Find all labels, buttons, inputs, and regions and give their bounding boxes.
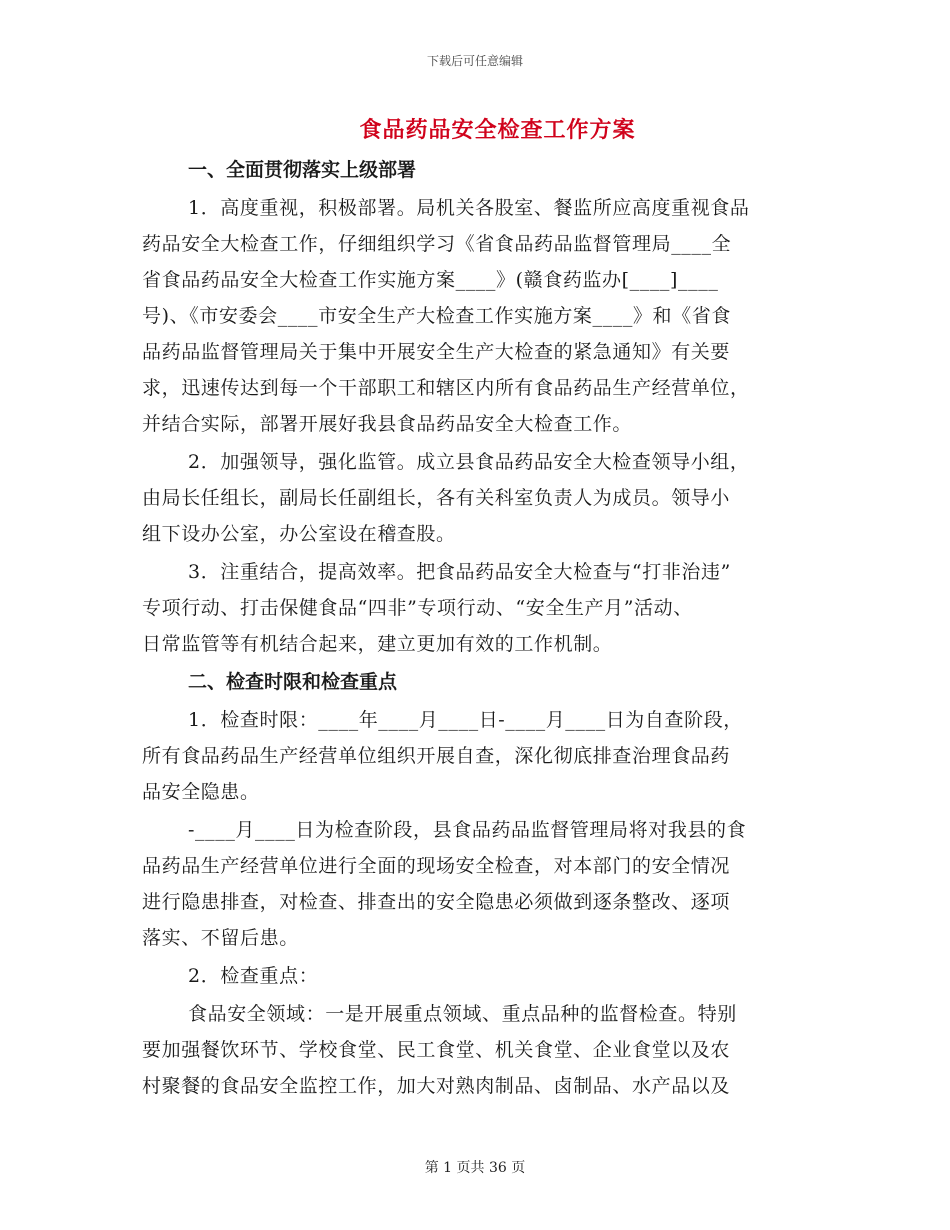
text-line: 2．加强领导，强化监管。成立县食品药品安全大检查领导小组， bbox=[188, 451, 750, 473]
text-line: 求，迅速传达到每一个干部职工和辖区内所有食品药品生产经营单位， bbox=[142, 377, 750, 399]
text-line: 2．检查重点： bbox=[188, 965, 319, 987]
text-line: 落实、不留后患。 bbox=[142, 927, 299, 949]
text-line: 品药品生产经营单位进行全面的现场安全检查，对本部门的安全情况 bbox=[142, 855, 731, 877]
text-line: 专项行动、打击保健食品“四非”专项行动、“安全生产月”活动、 bbox=[142, 597, 693, 619]
text-line: 村聚餐的食品安全监控工作，加大对熟肉制品、卤制品、水产品以及 bbox=[142, 1075, 731, 1097]
text-line: 所有食品药品生产经营单位组织开展自查，深化彻底排查治理食品药 bbox=[142, 745, 731, 767]
text-line: 要加强餐饮环节、学校食堂、民工食堂、机关食堂、企业食堂以及农 bbox=[142, 1039, 731, 1061]
page-number: 第 1 页共 36 页 bbox=[424, 1160, 526, 1176]
text-line: 药品安全大检查工作，仔细组织学习《省食品药品监督管理局____全 bbox=[142, 233, 732, 255]
paragraph bbox=[142, 190, 807, 442]
text-line: 品药品监督管理局关于集中开展安全生产大检查的紧急通知》有关要 bbox=[142, 341, 731, 363]
text-line: 由局长任组长，副局长任副组长，各有关科室负责人为成员。领导小 bbox=[142, 487, 731, 509]
text-line: 1．高度重视，积极部署。局机关各股室、餐监所应高度重视食品 bbox=[188, 197, 750, 219]
paragraph bbox=[142, 812, 807, 956]
text-line: 食品安全领域：一是开展重点领域、重点品种的监督检查。特别 bbox=[188, 1003, 737, 1025]
paragraph bbox=[142, 554, 807, 662]
text-line: 省食品药品安全大检查工作实施方案____》(赣食药监办[____]____ bbox=[142, 269, 719, 291]
text-line: 号)、《市安委会____市安全生产大检查工作实施方案____》和《省食 bbox=[142, 305, 731, 327]
text-line: -____月____日为检查阶段，县食品药品监督管理局将对我县的食 bbox=[188, 819, 747, 841]
text-line: 进行隐患排查，对检查、排查出的安全隐患必须做到逐条整改、逐项 bbox=[142, 891, 731, 913]
text-line: 1．检查时限：____年____月____日-____月____日为自查阶段， bbox=[188, 709, 743, 731]
text-line: 并结合实际，部署开展好我县食品药品安全大检查工作。 bbox=[142, 413, 633, 435]
paragraph bbox=[142, 702, 807, 810]
document-body bbox=[142, 150, 807, 1104]
text-line: 组下设办公室，办公室设在稽查股。 bbox=[142, 523, 456, 545]
header-note: 下载后可任意编辑 bbox=[426, 54, 523, 68]
section-heading: 一、全面贯彻落实上级部署 bbox=[188, 159, 417, 181]
text-line: 日常监管等有机结合起来，建立更加有效的工作机制。 bbox=[142, 633, 613, 655]
paragraph bbox=[142, 958, 807, 994]
paragraph bbox=[142, 444, 807, 552]
document-title: 食品药品安全检查工作方案 bbox=[359, 117, 636, 143]
section-heading: 二、检查时限和检查重点 bbox=[188, 671, 398, 693]
text-line: 3．注重结合，提高效率。把食品药品安全大检查与“打非治违” bbox=[188, 561, 731, 583]
paragraph bbox=[142, 996, 807, 1104]
text-line: 品安全隐患。 bbox=[142, 781, 260, 803]
